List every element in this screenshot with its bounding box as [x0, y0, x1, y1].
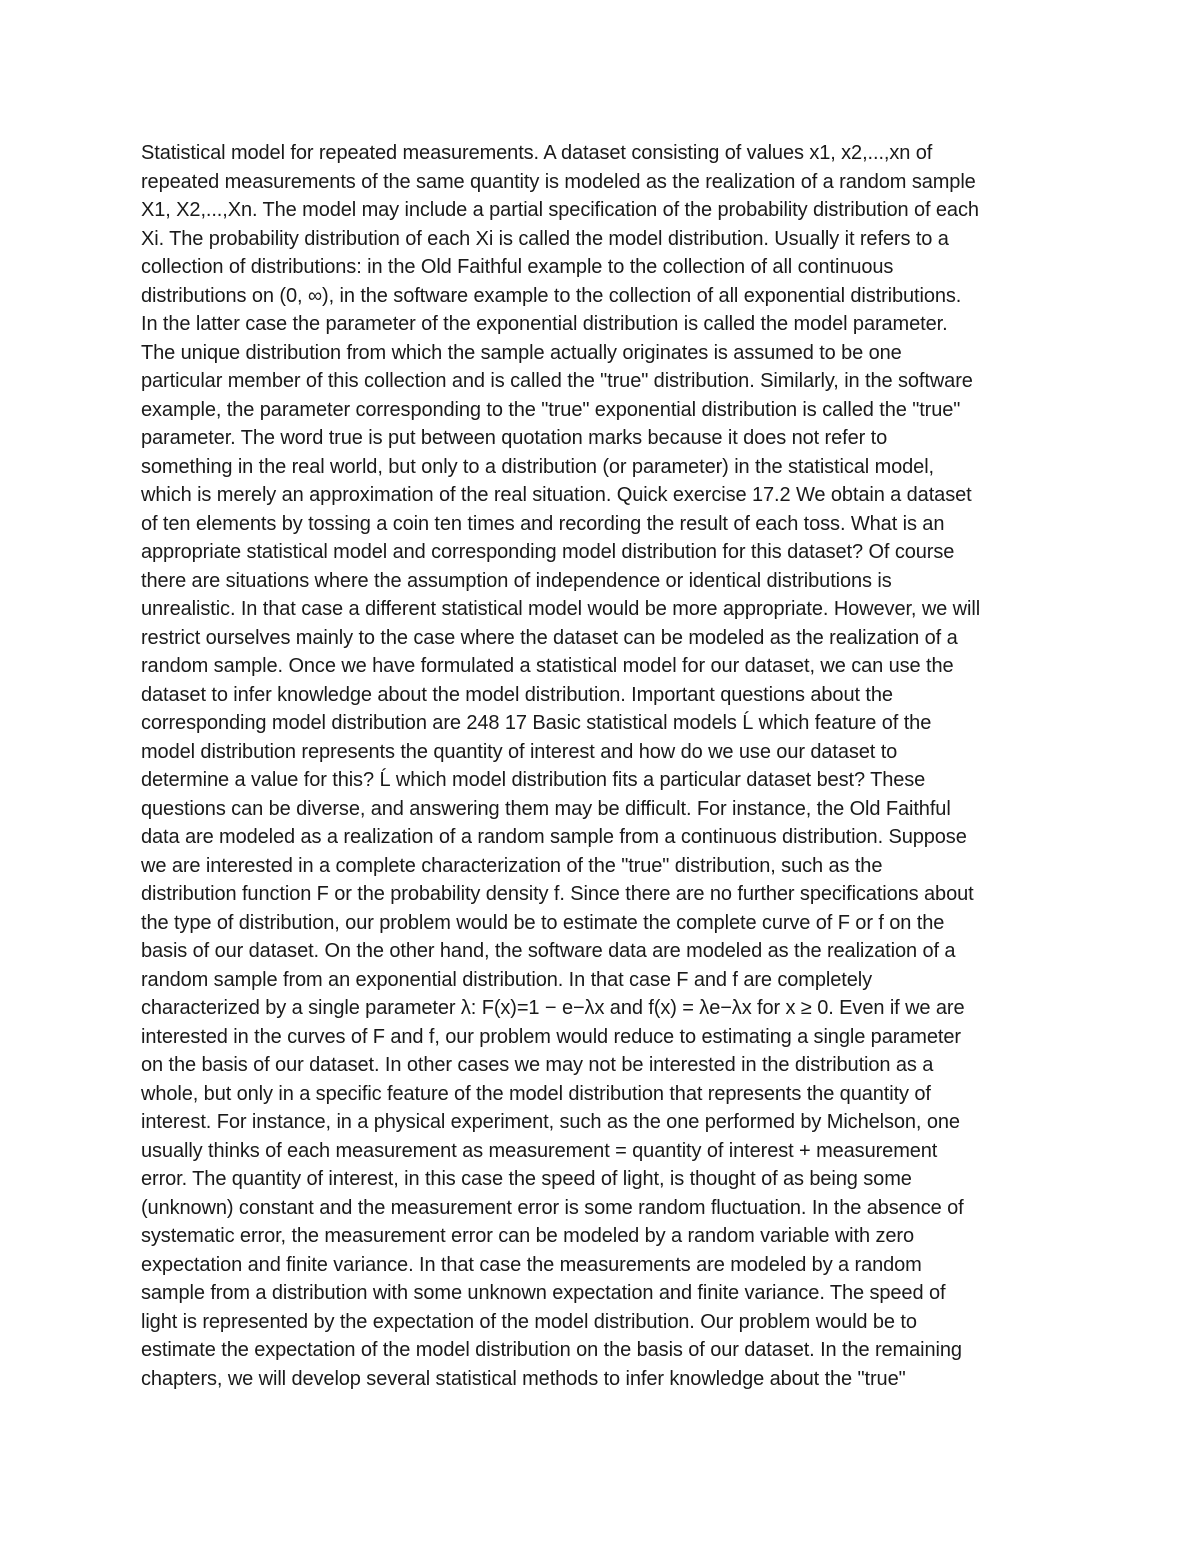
text-line: collection of distributions: in the Old Faithful example to the collection of all continuous	[141, 256, 894, 278]
text-line: questions can be diverse, and answering them may be difficult. For instance, the Old Faithful	[141, 797, 951, 820]
text-line: determine a value for this? Ĺ which model distribution fits a particular dataset best? These	[141, 769, 926, 791]
text-line: corresponding model distribution are 248 17 Basic statistical models Ĺ which feature of the	[141, 712, 932, 734]
text-line: example, the parameter corresponding to the "true" exponential distribution is called the "true"	[141, 398, 961, 421]
text-line: distributions on (0, ∞), in the software example to the collection of all exponential distributions.	[141, 284, 962, 307]
text-line: estimate the expectation of the model distribution on the basis of our dataset. In the remaining	[141, 1339, 962, 1361]
text-line: the type of distribution, our problem would be to estimate the complete curve of F or f on the	[141, 911, 945, 934]
text-line: usually thinks of each measurement as measurement = quantity of interest + measurement	[141, 1139, 938, 1162]
text-line: something in the real world, but only to a distribution (or parameter) in the statistical model,	[141, 455, 935, 478]
text-line: unrealistic. In that case a different statistical model would be more appropriate. However, we will	[141, 598, 981, 620]
text-line: (unknown) constant and the measurement error is some random fluctuation. In the absence of	[141, 1196, 964, 1219]
text-line: The unique distribution from which the sample actually originates is assumed to be one	[141, 341, 902, 364]
text-line: interest. For instance, in a physical experiment, such as the one performed by Michelson, one	[141, 1111, 960, 1133]
text-line: restrict ourselves mainly to the case where the dataset can be modeled as the realization of a	[141, 626, 958, 649]
text-line: interested in the curves of F and f, our problem would reduce to estimating a single parameter	[141, 1025, 961, 1048]
text-line: model distribution represents the quantity of interest and how do we use our dataset to	[141, 740, 898, 763]
text-line: there are situations where the assumption of independence or identical distributions is	[141, 569, 892, 592]
text-line: parameter. The word true is put between quotation marks because it does not refer to	[141, 427, 888, 449]
text-line: repeated measurements of the same quantity is modeled as the realization of a random sample	[141, 170, 976, 193]
text-line: distribution function F or the probability density f. Since there are no further specifications about	[141, 883, 974, 905]
text-line: data are modeled as a realization of a random sample from a continuous distribution. Suppose	[141, 826, 967, 848]
text-line: random sample. Once we have formulated a statistical model for our dataset, we can use the	[141, 655, 954, 677]
text-line: Xi. The probability distribution of each Xi is called the model distribution. Usually it refers to a	[141, 227, 949, 250]
text-line: whole, but only in a specific feature of the model distribution that represents the quantity of	[141, 1082, 931, 1105]
text-line: which is merely an approximation of the real situation. Quick exercise 17.2 We obtain a dataset	[141, 484, 972, 506]
text-line: we are interested in a complete characterization of the "true" distribution, such as the	[141, 854, 883, 877]
text-line: Statistical model for repeated measurements. A dataset consisting of values x1, x2,...,xn of	[141, 142, 933, 164]
text-line: basis of our dataset. On the other hand, the software data are modeled as the realization of a	[141, 940, 956, 962]
body-text	[141, 139, 1101, 1393]
text-line: systematic error, the measurement error can be modeled by a random variable with zero	[141, 1225, 914, 1247]
text-line: of ten elements by tossing a coin ten times and recording the result of each toss. What is an	[141, 512, 945, 535]
text-line: error. The quantity of interest, in this case the speed of light, is thought of as being some	[141, 1168, 912, 1190]
text-line: on the basis of our dataset. In other cases we may not be interested in the distribution as a	[141, 1054, 934, 1076]
text-line: chapters, we will develop several statistical methods to infer knowledge about the "true"	[141, 1367, 906, 1390]
text-line: X1, X2,...,Xn. The model may include a partial specification of the probability distribution of each	[141, 199, 979, 221]
text-line: particular member of this collection and is called the "true" distribution. Similarly, in the software	[141, 370, 973, 392]
text-line: sample from a distribution with some unknown expectation and finite variance. The speed of	[141, 1282, 946, 1304]
text-line: light is represented by the expectation of the model distribution. Our problem would be to	[141, 1310, 917, 1333]
text-line: characterized by a single parameter λ: F(x)=1 − e−λx and f(x) = λe−λx for x ≥ 0. Even if we are	[141, 997, 965, 1019]
text-line: random sample from an exponential distribution. In that case F and f are completely	[141, 968, 872, 991]
text-line: expectation and finite variance. In that case the measurements are modeled by a random	[141, 1253, 922, 1276]
text-line: appropriate statistical model and corresponding model distribution for this dataset? Of course	[141, 541, 955, 563]
text-line: dataset to infer knowledge about the model distribution. Important questions about the	[141, 683, 893, 706]
text-line: In the latter case the parameter of the exponential distribution is called the model parameter.	[141, 313, 948, 335]
